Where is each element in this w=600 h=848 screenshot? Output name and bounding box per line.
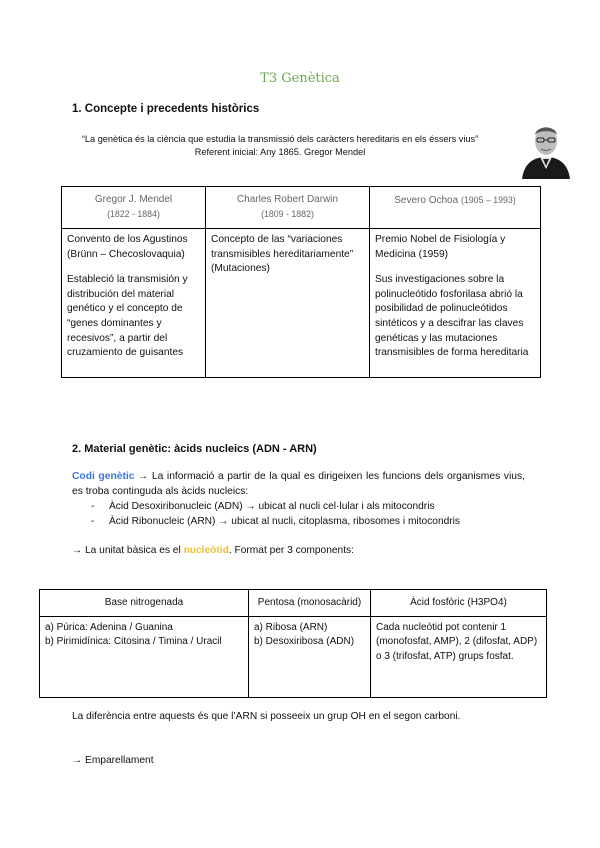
header-acid: Àcid fosfòric (H3PO4) — [371, 590, 547, 617]
mendel-portrait-image — [520, 119, 572, 179]
cell-acid: Cada nucleòtid pot contenir 1 (monofosfat, AMP), 2 (difosfat, ADP) o 3 (trifosfat, ATP) grups fosfat. — [371, 617, 547, 698]
components-header-row — [40, 590, 547, 617]
scientists-body-row — [62, 229, 541, 378]
section1-heading: 1. Concepte i precedents històrics — [72, 103, 260, 115]
dash-bullet-icon: - — [91, 516, 95, 527]
components-body-row — [40, 617, 547, 698]
cell-pentosa: a) Ribosa (ARN) b) Desoxiribosa (ADN) — [249, 617, 371, 698]
pairing-line: → Emparellament — [72, 755, 154, 766]
header-pentosa: Pentosa (monosacàrid) — [249, 590, 371, 617]
nucleotide-highlight: nucleòtid — [183, 545, 229, 556]
header-base: Base nitrogenada — [40, 590, 249, 617]
header-ochoa: Severo Ochoa (1905 – 1993) — [370, 187, 541, 229]
section2-heading: 2. Material genètic: àcids nucleics (ADN - ARN) — [72, 443, 317, 455]
quote-block — [40, 133, 520, 159]
genetic-code-text: La informació a partir de la qual es dirigeixen les funcions dels organismes vius, es troba continguda als àcids nucleics: — [72, 471, 525, 497]
arrow-icon: → — [138, 471, 149, 482]
genetics-quote: “La genètica és la ciència que estudia la transmissió dels caràcters hereditaris en els éssers vius” — [81, 134, 479, 144]
nucleotide-components-table — [39, 589, 547, 698]
header-mendel: Gregor J. Mendel (1822 - 1884) — [62, 187, 206, 229]
bullet-item-arn: - Àcid Ribonucleic (ARN) → ubicat al nucli, citoplasma, ribosomes i mitocondris — [91, 516, 461, 527]
cell-base: a) Púrica: Adenina / Guanina b) Pirimidínica: Citosina / Timina / Uracil — [40, 617, 249, 698]
cell-darwin: Concepto de las “variaciones transmisibles hereditariamente” (Mutaciones) — [206, 229, 370, 378]
cell-ochoa: Premio Nobel de Fisiología y Medicina (1959) Sus investigaciones sobre la polinucleótido fosforilasa abrió la posibilidad de polinucleótidos sintéticos y a descifrar las claves genéticas y las mutaciones transmisibles de forma hereditaria — [370, 229, 541, 378]
scientists-table — [61, 186, 541, 378]
difference-note: La diferència entre aquests és que l’ARN si posseeix un grup OH en el segon carboni. — [72, 711, 461, 722]
header-darwin: Charles Robert Darwin (1809 - 1882) — [206, 187, 370, 229]
page-title: T3 Genètica — [260, 71, 340, 86]
bullet-item-adn: - Àcid Desoxiribonucleic (ADN) → ubicat al nucli cel·lular i als mitocondris — [91, 501, 435, 512]
genetic-code-paragraph — [72, 470, 525, 499]
referent-line: Referent inicial: Any 1865. Gregor Mendel — [194, 147, 366, 157]
scientists-header-row — [62, 187, 541, 229]
dash-bullet-icon: - — [91, 501, 95, 512]
nucleotide-unit-line: → La unitat bàsica es el nucleòtid. Format per 3 components: — [72, 545, 354, 556]
cell-mendel: Convento de los Agustinos (Brünn – Checoslovaquia) Estableció la transmisión y distribución del material genético y el concepto de “genes dominantes y recesivos”, a partir del cruzamiento de guisantes — [62, 229, 206, 378]
genetic-code-label: Codi genètic — [72, 471, 135, 482]
